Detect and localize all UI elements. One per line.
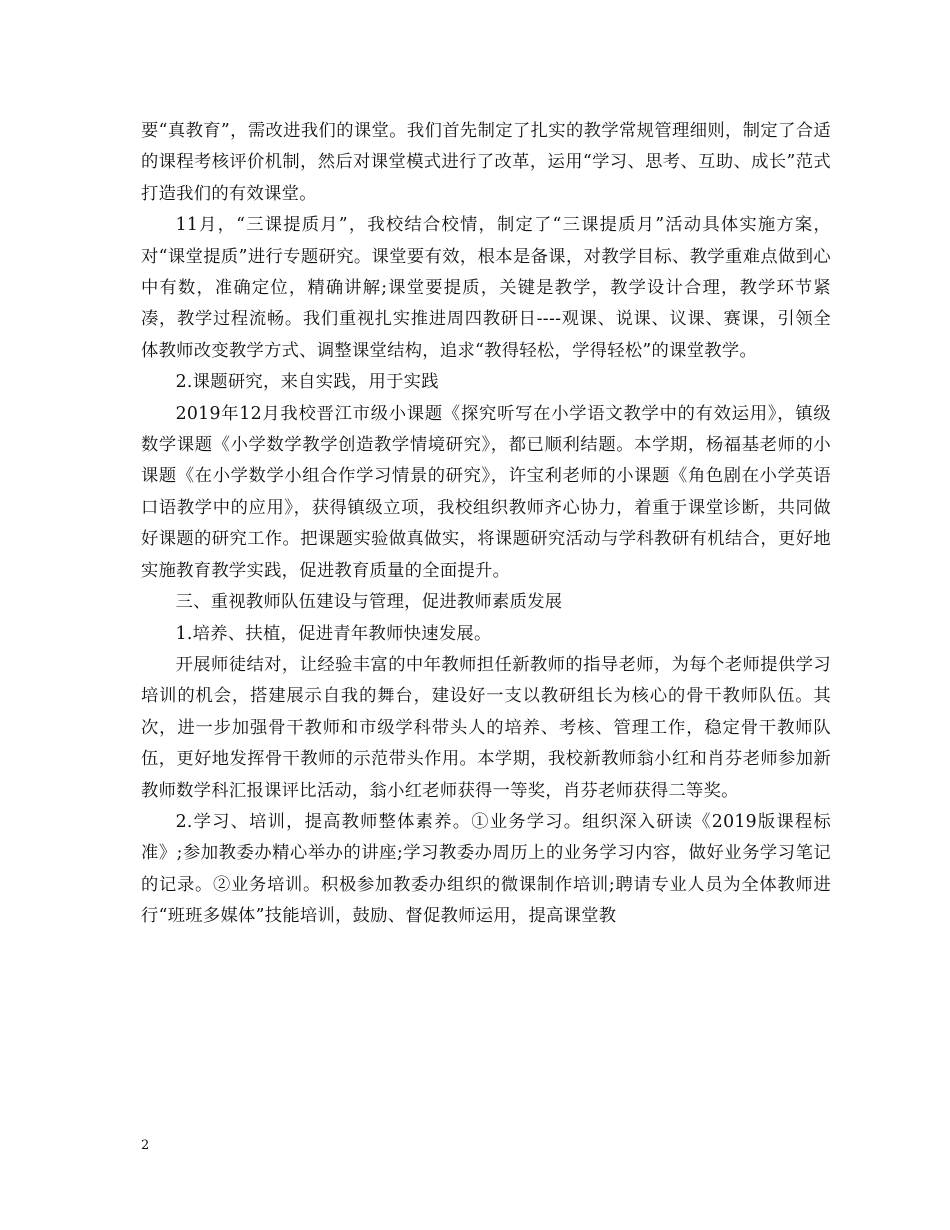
page-number: 2 (141, 1138, 150, 1153)
paragraph-4: 2019年12月我校晋江市级小课题《探究听写在小学语文教学中的有效运用》，镇级数学课题《小学数学教学创造教学情境研究》，都已顺利结题。本学期，杨福基老师的小课题《在小学数学小组合作学习情景的研究》，许宝利老师的小课题《角色剧在小学英语口语教学中的应用》，获得镇级立项，我校组织教师齐心协力，着重于课堂诊断，共同做好课题的研究工作。把课题实验做真做实，将课题研究活动与学科教研有机结合，更好地实施教育教学实践，促进教育质量的全面提升。 (141, 403, 831, 581)
subsection-heading-young-teachers: 1.培养、扶植，促进青年教师快速发展。 (175, 623, 492, 644)
paragraph-7: 开展师徒结对，让经验丰富的中年教师担任新教师的指导老师，为每个老师提供学习培训的机会，搭建展示自我的舞台，建设好一支以教研组长为核心的骨干教师队伍。其次，进一步加强骨干教师和市级学科带头人的培养、考核、管理工作，稳定骨干教师队伍，更好地发挥骨干教师的示范带头作用。本学期，我校新教师翁小红和肖芬老师参加新教师数学科汇报课评比活动，翁小红老师获得一等奖，肖芬老师获得二等奖。 (141, 654, 831, 801)
section-heading-course-research: 2.课题研究，来自实践，用于实践 (175, 372, 439, 393)
paragraph-8: 2.学习、培训，提高教师整体素养。①业务学习。组织深入研读《2019版课程标准》;参加教委办精心举办的讲座;学习教委办周历上的业务学习内容，做好业务学习笔记的记录。②业务培训。积极参加教委办组织的微课制作培训;聘请专业人员为全体教师进行“班班多媒体”技能培训，鼓励、督促教师运用，提高课堂教 (141, 811, 831, 927)
section-heading-teacher-team: 三、重视教师队伍建设与管理，促进教师素质发展 (175, 592, 563, 613)
body-text (141, 116, 831, 933)
paragraph-2: 11月，“三课提质月”，我校结合校情，制定了“三课提质月”活动具体实施方案，对“课堂提质”进行专题研究。课堂要有效，根本是备课，对教学目标、教学重难点做到心中有数，准确定位，精确讲解;课堂要提质，关键是教学，教学设计合理，教学环节紧凑，教学过程流畅。我们重视扎实推进周四教研日----观课、说课、议课、赛课，引领全体教师改变教学方式、调整课堂结构，追求“教得轻松，学得轻松”的课堂教学。 (141, 215, 831, 361)
paragraph-1: 要“真教育”，需改进我们的课堂。我们首先制定了扎实的教学常规管理细则，制定了合适的课程考核评价机制，然后对课堂模式进行了改革，运用“学习、思考、互助、成长”范式打造我们的有效课堂。 (141, 121, 831, 204)
